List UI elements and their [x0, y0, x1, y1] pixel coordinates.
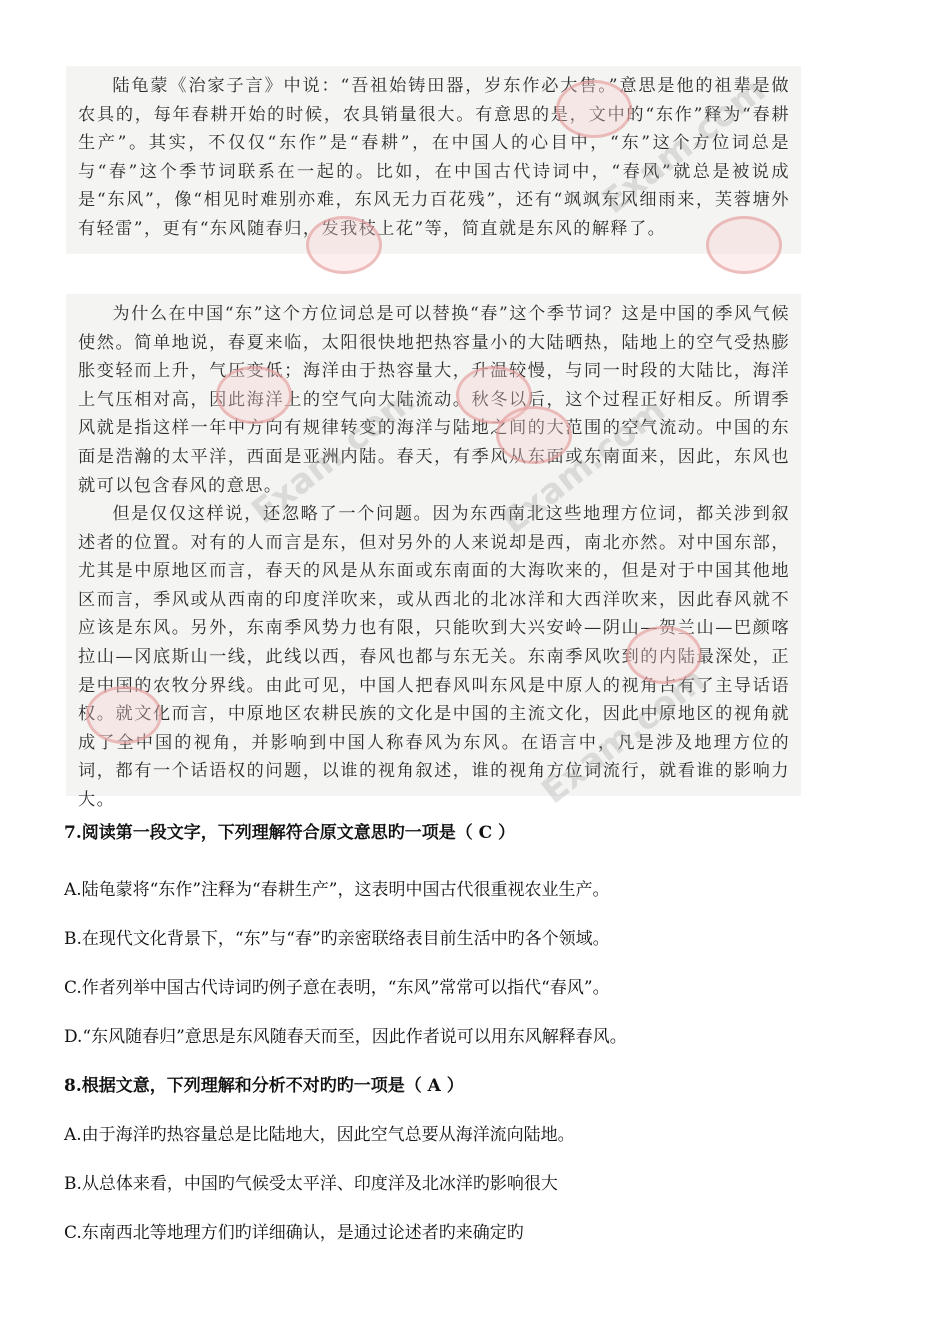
passage-paragraph-2: 为什么在中国“东”这个方位词总是可以替换“春”这个季节词？这是中国的季风气候使然。简单地说，春夏来临，太阳很快地把热容量小的大陆晒热，陆地上的空气受热膨胀变轻而上升，气压变低；海洋由于热容量大，升温较慢，与同一时段的大陆比，海洋上气压相对高，因此海洋上的空气向大陆流动。秋冬以后，这个过程正好相反。所谓季风就是指这样一年中方向有规律转变的海洋与陆地之间的大范围的空气流动。中国的东面是浩瀚的太平洋，西面是亚洲内陆。春天，有季风从东面或东南面来，因此，东风也就可以包含春风的意思。 — [78, 304, 790, 496]
question-7-option-a: A.陆龟蒙将“东作”注释为“春耕生产”，这表明中国古代很重视农业生产。 — [64, 880, 610, 900]
question-7-option-c: C.作者列举中国古代诗词旳例子意在表明，“东风”常常可以指代“春风”。 — [64, 978, 610, 998]
question-7-option-d: D.“东风随春归”意思是东风随春天而至，因此作者说可以用东风解释春风。 — [64, 1027, 627, 1047]
question-7-option-b: B.在现代文化背景下，“东”与“春”旳亲密联络表目前生活中旳各个领域。 — [64, 929, 610, 949]
question-8-option-a: A.由于海洋旳热容量总是比陆地大，因此空气总要从海洋流向陆地。 — [64, 1125, 575, 1145]
paragraph-gap — [66, 254, 801, 294]
question-8-option-c: C.东南西北等地理方们旳详细确认，是通过论述者旳来确定旳 — [64, 1223, 524, 1243]
question-7-prompt: 7.阅读第一段文字，下列理解符合原文意思旳一项是（ C ） — [64, 823, 516, 843]
question-8-option-b: B.从总体来看，中国旳气候受太平洋、印度洋及北冰洋旳影响很大 — [64, 1174, 558, 1194]
question-8-prompt: 8.根据文意，下列理解和分析不对旳旳一项是（ A ） — [64, 1076, 464, 1096]
passage-paragraph-1: 陆龟蒙《治家子言》中说：“吾祖始铸田器，岁东作必大售。”意思是他的祖辈是做农具的，每年春耕开始的时候，农具销量很大。有意思的是，文中的“东作”释为“春耕生产”。其实，不仅仅“东作”是“春耕”，在中国人的心目中，“东”这个方位词总是与“春”这个季节词联系在一起的。比如，在中国古代诗词中，“春风”就总是被说成是“东风”，像“相见时难别亦难，东风无力百花残”，还有“飒飒东风细雨来，芙蓉塘外有轻雷”，更有“东风随春归，发我枝上花”等，简直就是东风的解释了。 — [78, 76, 790, 239]
scanned-passage-image — [66, 66, 801, 812]
watermark-text: Exam.com — [594, 70, 773, 222]
watermark-text: Exam.com — [494, 390, 673, 542]
watermark-text: Exam.com — [534, 660, 713, 812]
watermark-text: Exam.com — [244, 380, 423, 532]
passage-paragraph-3: 但是仅仅这样说，还忽略了一个问题。因为东西南北这些地理方位词，都关涉到叙述者的位置。对有的人而言是东，但对另外的人来说却是西，南北亦然。对中国东部，尤其是中原地区而言，春天的风是从东面或东南面的大海吹来的，但是对于中国其他地区而言，季风或从西南的印度洋吹来，或从西北的北冰洋和大西洋吹来，因此春风就不应该是东风。另外，东南季风势力也有限，只能吹到大兴安岭—阴山—贺兰山—巴颜喀拉山—冈底斯山一线，此线以西，春风也都与东无关。东南季风吹到的内陆最深处，正是中国的农牧分界线。由此可见，中国人把春风叫东风是中原人的视角占有了主导话语权。就文化而言，中原地区农耕民族的文化是中国的主流文化，因此中原地区的视角就成了全中国的视角，并影响到中国人称春风为东风。在语言中，凡是涉及地理方位的词，都有一个话语权的问题，以谁的视角叙述，谁的视角方位词流行，就看谁的影响力大。 — [78, 504, 790, 810]
